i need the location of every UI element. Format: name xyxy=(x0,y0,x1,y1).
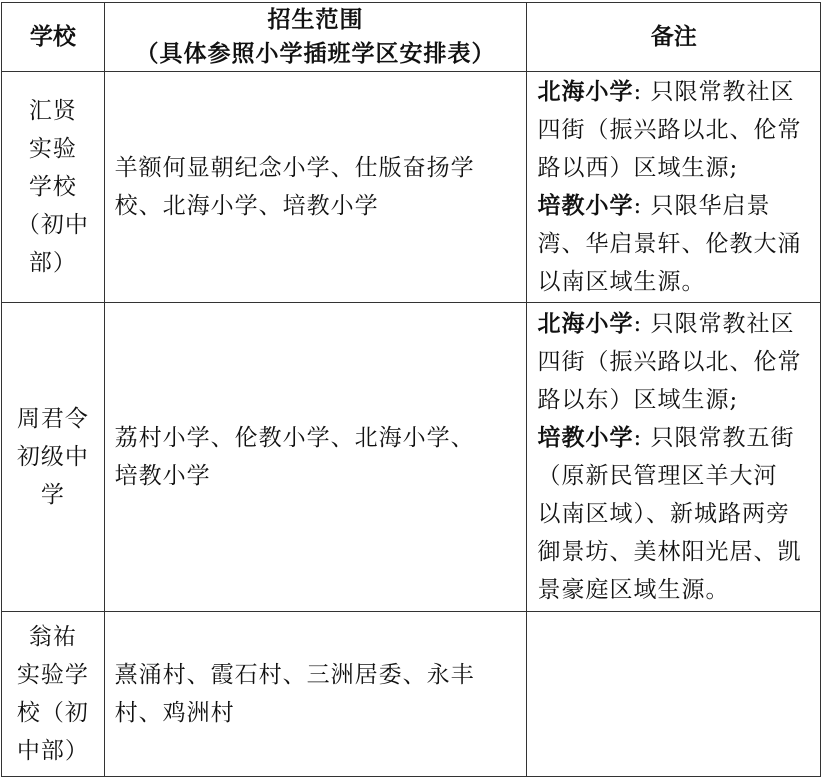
remark-text: 御景坊、美林阳光居、凯 xyxy=(537,539,802,565)
school-name-line: 学校 xyxy=(28,174,77,200)
remark-text: : 只限常教五街 xyxy=(633,425,795,451)
scope-cell xyxy=(104,303,527,612)
remark-school-name: 北海小学 xyxy=(537,78,634,105)
scope-cell xyxy=(104,72,527,303)
remark-text: 以南区域生源。 xyxy=(537,269,706,295)
table-row xyxy=(2,612,821,777)
remark-text: 四街（振兴路以北、伦常 xyxy=(537,117,802,143)
scope-line: 村、鸡洲村 xyxy=(114,700,235,726)
enrollment-table xyxy=(1,2,821,777)
remark-line xyxy=(537,419,820,457)
remark-line xyxy=(537,111,820,149)
school-name-line: （初中 xyxy=(16,212,89,238)
remarks-cell xyxy=(527,612,821,777)
remark-line xyxy=(537,305,820,343)
header-remarks: 备注 xyxy=(527,3,821,72)
header-row xyxy=(2,3,821,72)
remark-school-name: 北海小学 xyxy=(537,310,634,337)
school-name-line: 校（初 xyxy=(16,700,89,726)
scope-line: 熹涌村、霞石村、三洲居委、永丰 xyxy=(114,662,475,688)
remark-line xyxy=(537,73,820,111)
remark-line xyxy=(537,495,820,533)
header-scope-title: 招生范围 xyxy=(267,6,364,33)
remarks-cell xyxy=(527,72,821,303)
remark-line xyxy=(537,571,820,609)
remark-line xyxy=(537,263,820,301)
header-scope xyxy=(104,3,527,72)
school-cell xyxy=(2,72,105,303)
remark-text: : 只限华启景 xyxy=(633,193,771,219)
header-scope-subtitle: （具体参照小学插班学区安排表） xyxy=(135,40,496,67)
remark-school-name: 培教小学 xyxy=(537,424,634,451)
school-name-line: 学 xyxy=(40,482,65,508)
school-name-line: 初级中 xyxy=(16,444,89,470)
remark-line xyxy=(537,457,820,495)
remark-line xyxy=(537,187,820,225)
remark-text: : 只限常教社区 xyxy=(633,79,795,105)
remark-line xyxy=(537,149,820,187)
scope-line: 培教小学 xyxy=(114,463,211,489)
remark-text: 路以东）区域生源; xyxy=(537,387,739,413)
scope-line: 荔村小学、伦教小学、北海小学、 xyxy=(114,425,475,451)
remark-line xyxy=(537,381,820,419)
school-name-line: 实验 xyxy=(28,136,77,162)
remark-text: 以南区域）、新城路两旁 xyxy=(537,501,790,527)
remark-line xyxy=(537,533,820,571)
remark-school-name: 培教小学 xyxy=(537,192,634,219)
school-name-line: 汇贤 xyxy=(28,98,77,124)
school-name-line: 部） xyxy=(28,250,77,276)
remark-text: 路以西）区域生源; xyxy=(537,155,739,181)
remark-text: 湾、华启景轩、伦教大涌 xyxy=(537,231,802,257)
remark-line xyxy=(537,225,820,263)
table-row xyxy=(2,72,821,303)
remark-text: （原新民管理区羊大河 xyxy=(537,463,778,489)
header-school: 学校 xyxy=(2,3,105,72)
scope-line: 羊额何显朝纪念小学、仕版奋扬学 xyxy=(114,155,475,181)
school-cell xyxy=(2,303,105,612)
school-name-line: 翁祐 xyxy=(28,624,77,650)
remark-text: : 只限常教社区 xyxy=(633,311,795,337)
scope-line: 校、北海小学、培教小学 xyxy=(114,193,379,219)
remark-line xyxy=(537,343,820,381)
remark-text: 四街（振兴路以北、伦常 xyxy=(537,349,802,375)
school-name-line: 实验学 xyxy=(16,662,89,688)
scope-cell xyxy=(104,612,527,777)
school-name-line: 中部） xyxy=(16,738,89,764)
table-row xyxy=(2,303,821,612)
remarks-cell xyxy=(527,303,821,612)
school-name-line: 周君令 xyxy=(16,406,89,432)
remark-text: 景豪庭区域生源。 xyxy=(537,577,730,603)
school-cell xyxy=(2,612,105,777)
